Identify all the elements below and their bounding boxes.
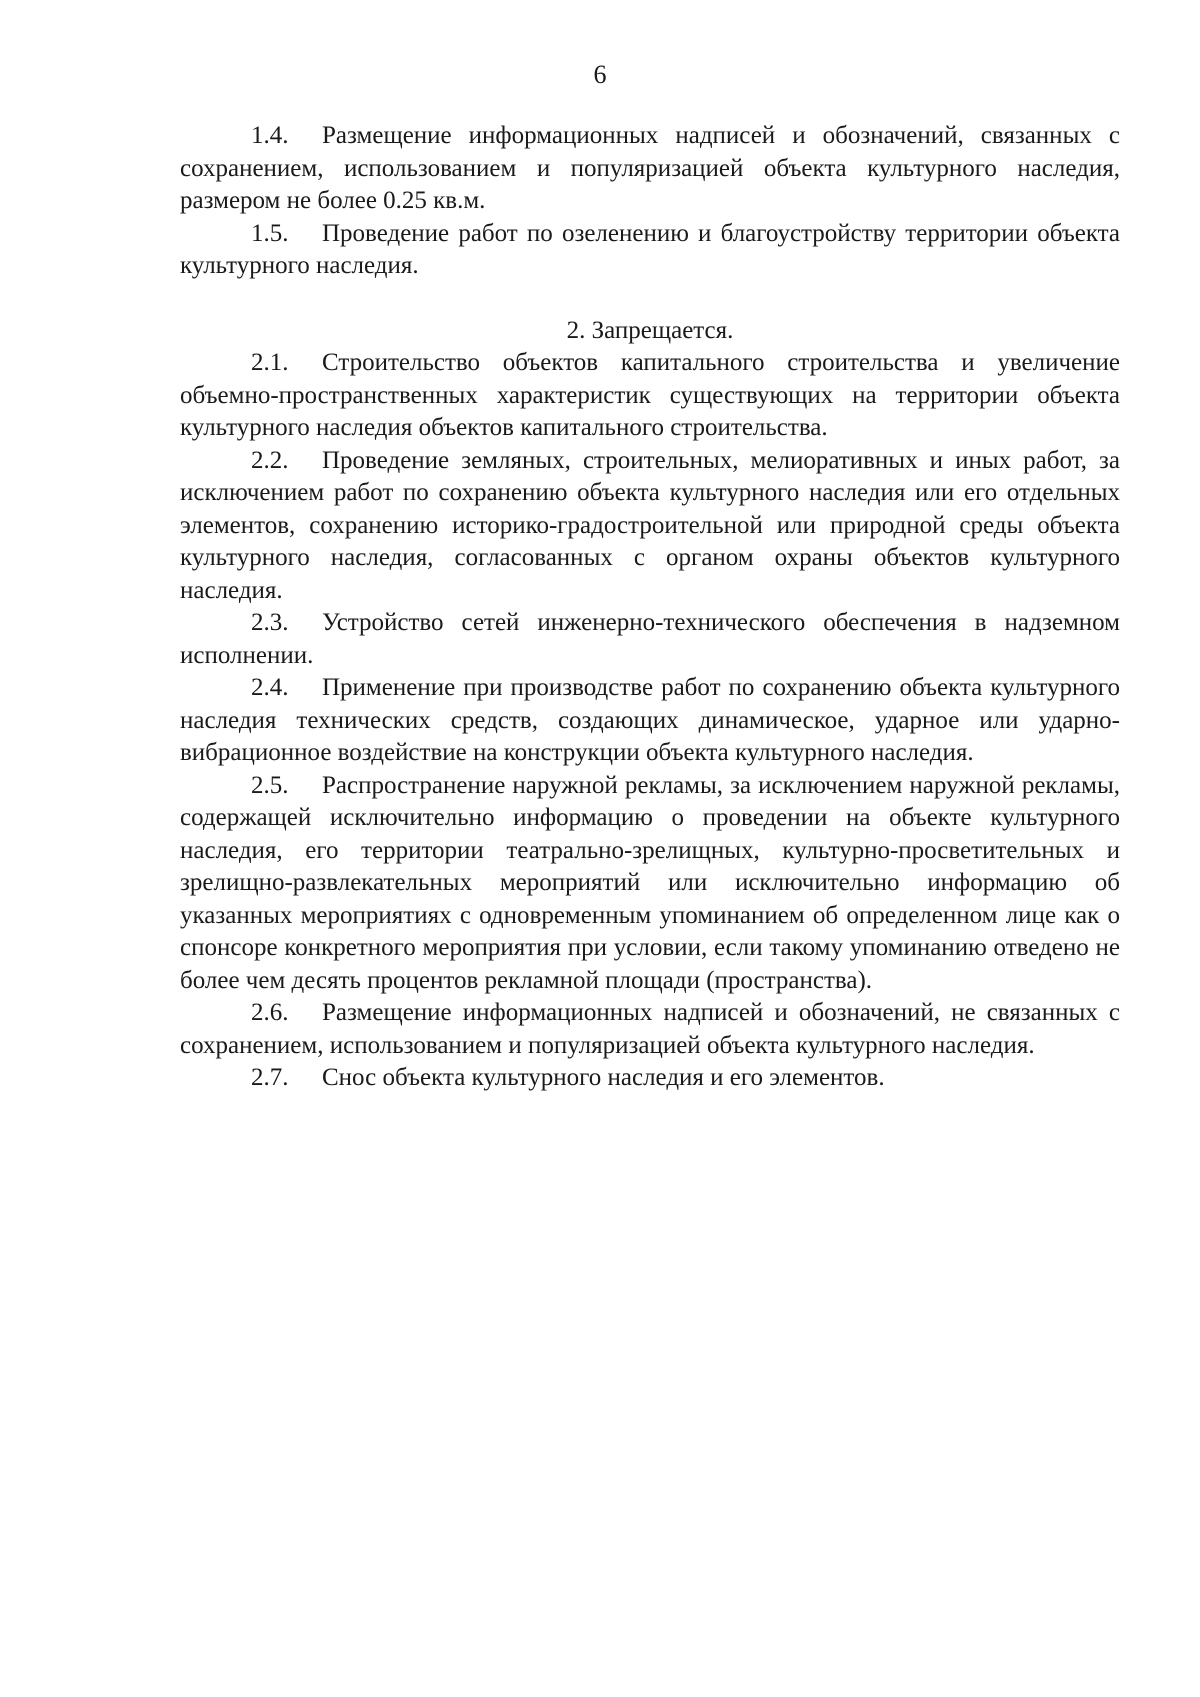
- item-number: 2.5.: [251, 771, 289, 799]
- item-number: 1.4.: [251, 122, 289, 149]
- item-text: Проведение работ по озеленению и благоустройству территории объекта культурного наследия.: [180, 219, 1120, 279]
- document-body: [180, 120, 1120, 1095]
- paragraph-2-6: [180, 997, 1120, 1062]
- item-number: 2.7.: [251, 1064, 289, 1091]
- paragraph-2-5: [180, 770, 1120, 998]
- paragraph-2-1: [180, 347, 1120, 445]
- item-text: Строительство объектов капитального строительства и увеличение объемно-пространственных характеристик существующих на территории объекта культурного наследия объектов капитального строительства.: [180, 349, 1120, 441]
- paragraph-1-4: [180, 120, 1120, 218]
- paragraph-2-7: [180, 1062, 1120, 1095]
- section-1-list: [180, 120, 1120, 283]
- paragraph-1-5: [180, 218, 1120, 283]
- page-number: 6: [593, 60, 607, 89]
- item-number: 2.2.: [251, 446, 289, 474]
- item-number: 1.5.: [251, 219, 289, 247]
- item-number: 2.1.: [251, 349, 289, 376]
- paragraph-2-3: [180, 607, 1120, 672]
- item-text: Проведение земляных, строительных, мелиоративных и иных работ, за исключением работ по сохранению объекта культурного наследия или его отдельных элементов, сохранению историко-градостроительной или природной среды объекта культурного наследия, согласованных с органом охраны объектов культурного наследия.: [180, 446, 1120, 604]
- section-2-heading: 2. Запрещается.: [566, 316, 734, 344]
- item-number: 2.6.: [251, 999, 289, 1026]
- paragraph-2-4: [180, 672, 1120, 770]
- section-2-list: [180, 347, 1120, 1095]
- item-number: 2.4.: [251, 674, 289, 701]
- item-text: Размещение информационных надписей и обозначений, связанных с сохранением, использованием и популяризацией объекта культурного наследия, размером не более 0.25 кв.м.: [180, 122, 1120, 214]
- item-text: Размещение информационных надписей и обозначений, не связанных с сохранением, использованием и популяризацией объекта культурного наследия.: [180, 999, 1120, 1059]
- item-text: Снос объекта культурного наследия и его элементов.: [322, 1064, 885, 1091]
- item-text: Распространение наружной рекламы, за исключением наружной рекламы, содержащей исключительно информацию о проведении на объекте культурного наследия, его территории театрально-зрелищных, культурно-просветительных и зрелищно-развлекательных мероприятий или исключительно информацию об указанных мероприятиях с одновременным упоминанием об определенном лице как о спонсоре конкретного мероприятия при условии, если такому упоминанию отведено не более чем десять процентов рекламной площади (пространства).: [180, 771, 1120, 994]
- item-number: 2.3.: [251, 609, 289, 636]
- item-text: Применение при производстве работ по сохранению объекта культурного наследия технических средств, создающих динамическое, ударное или ударно-вибрационное воздействие на конструкции объекта культурного наследия.: [180, 674, 1120, 766]
- paragraph-2-2: [180, 445, 1120, 608]
- item-text: Устройство сетей инженерно-технического обеспечения в надземном исполнении.: [180, 609, 1120, 669]
